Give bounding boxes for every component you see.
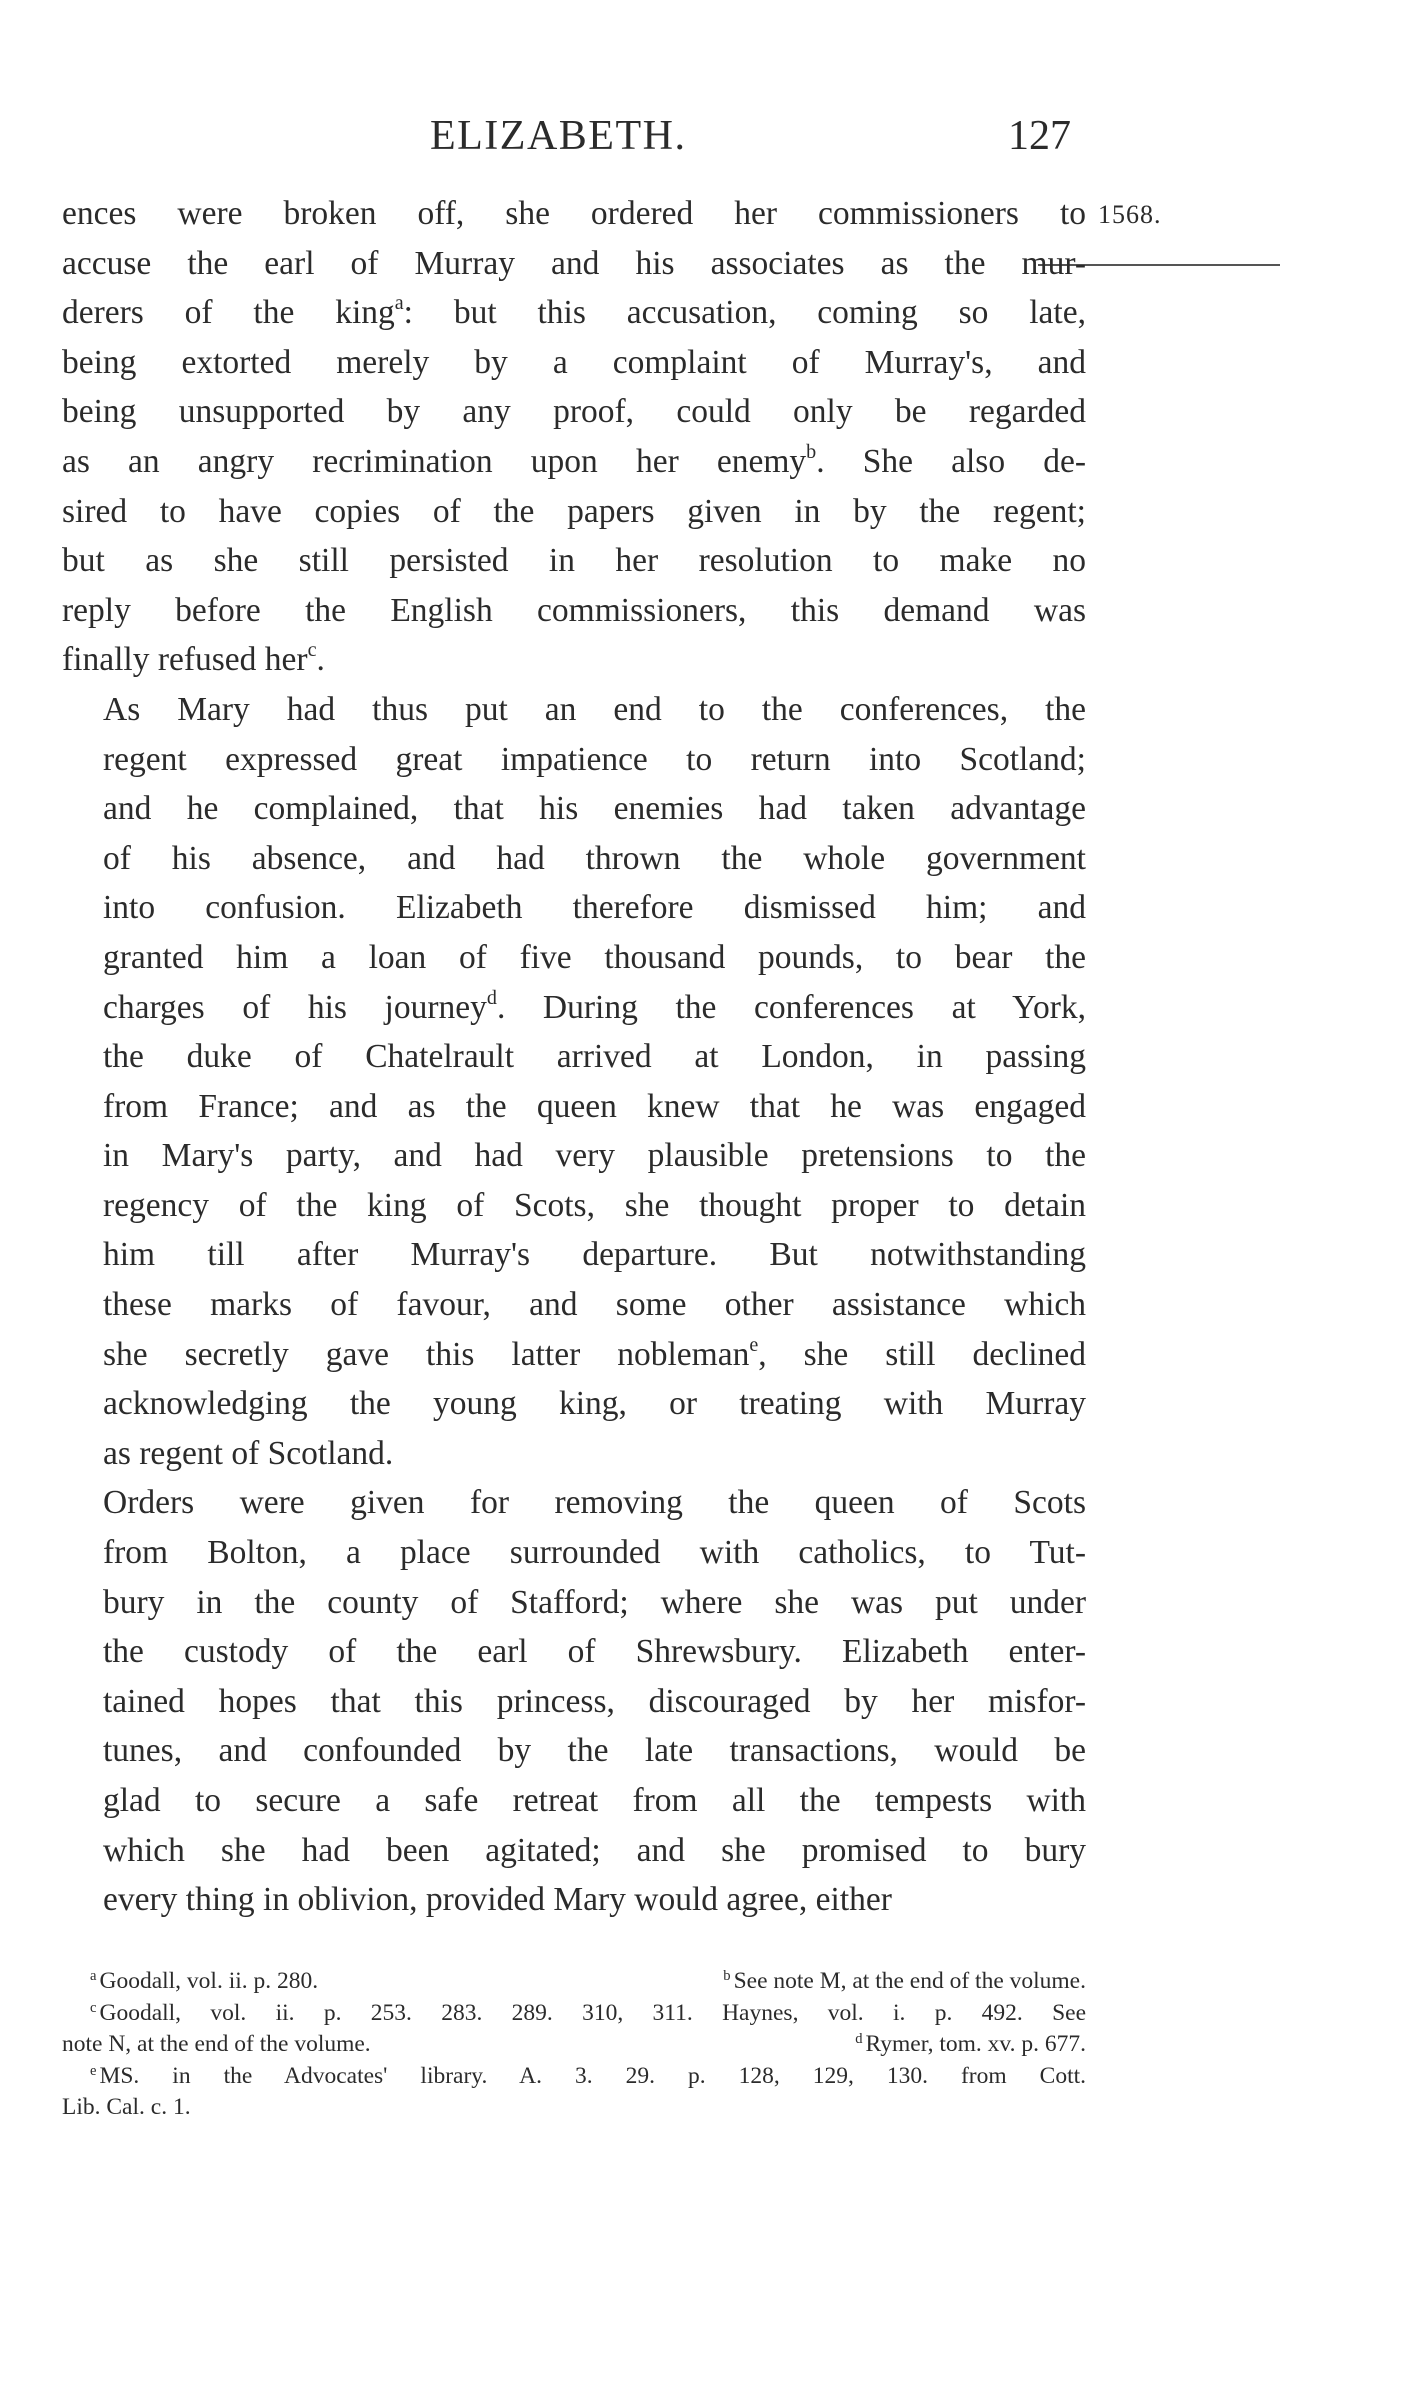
text-line: these marks of favour, and some other assistance which xyxy=(103,1286,1086,1324)
text-line: regency of the king of Scots, she thought proper to detain xyxy=(103,1186,1086,1224)
footnote-c-continued: note N, at the end of the volume. xyxy=(62,2031,371,2057)
page-header xyxy=(0,112,1421,172)
text-line: from Bolton, a place surrounded with catholics, to Tut- xyxy=(103,1534,1086,1572)
footnote-d xyxy=(855,2029,1086,2061)
body-text xyxy=(62,189,1086,1925)
text-line: and he complained, that his enemies had taken advantage xyxy=(103,790,1086,828)
footnote-text: See note M, at the end of the volume. xyxy=(733,1968,1086,1994)
footnote-row xyxy=(62,1966,1086,1998)
text-line: the duke of Chatelrault arrived at London, in passing xyxy=(103,1038,1086,1076)
margin-year-note: 1568. xyxy=(1098,200,1162,229)
text-line: As Mary had thus put an end to the conferences, the xyxy=(103,690,1086,728)
text-line: every thing in oblivion, provided Mary would agree, either xyxy=(103,1881,892,1919)
footnote-mark: b xyxy=(723,1968,731,1984)
footnote-mark: e xyxy=(90,2062,97,2079)
text-line: derers of the king$^a$: but this accusation, coming so late, xyxy=(62,292,1086,332)
footnote-e xyxy=(62,2061,1086,2093)
footnote-c xyxy=(62,1998,1086,2030)
text-line: finally refused her$^c$. xyxy=(62,639,325,679)
text-line: bury in the county of Stafford; where she was put under xyxy=(103,1583,1086,1621)
footnote-ref: e xyxy=(749,1333,759,1356)
footnote-b xyxy=(723,1966,1086,1998)
text-line: the custody of the earl of Shrewsbury. Elizabeth enter- xyxy=(103,1633,1086,1671)
footnote-ref: a xyxy=(394,292,404,315)
text-line: ences were broken off, she ordered her commissioners to xyxy=(62,195,1086,232)
text-line: tunes, and confounded by the late transactions, would be xyxy=(103,1732,1086,1770)
text-line: accuse the earl of Murray and his associates as the mur- xyxy=(62,244,1086,282)
text-line: into confusion. Elizabeth therefore dismissed him; and xyxy=(103,889,1086,927)
footnote-ref: d xyxy=(486,986,497,1009)
paragraph xyxy=(62,1478,1086,1924)
text-line: charges of his journey$^d$. During the conferences at York, xyxy=(103,986,1086,1026)
text-line: but as she still persisted in her resolution to make no xyxy=(62,542,1086,580)
text-line: sired to have copies of the papers given in by the regent; xyxy=(62,492,1086,530)
text-line: acknowledging the young king, or treating with Murray xyxy=(103,1385,1086,1423)
footnote-text: Rymer, tom. xv. p. 677. xyxy=(865,2031,1086,2057)
footnote-ref: b xyxy=(806,440,817,463)
text-line: as an angry recrimination upon her enemy$^b$. She also de- xyxy=(62,440,1086,480)
text-line: glad to secure a safe retreat from all the tempests with xyxy=(103,1782,1086,1819)
paragraph xyxy=(62,189,1086,685)
footnote-row xyxy=(62,2029,1086,2061)
text-line: as regent of Scotland. xyxy=(103,1434,394,1472)
text-line: from France; and as the queen knew that he was engaged xyxy=(103,1087,1086,1125)
text-line: she secretly gave this latter nobleman$^e$, she still declined xyxy=(103,1333,1086,1373)
footnote-text: MS. in the Advocates' library. A. 3. 29. p. 128, 129, 130. from Cott. xyxy=(99,2062,1086,2089)
text-line: regent expressed great impatience to return into Scotland; xyxy=(103,740,1086,778)
text-line: which she had been agitated; and she promised to bury xyxy=(103,1831,1086,1869)
text-line: Orders were given for removing the queen of Scots xyxy=(103,1484,1086,1522)
footnote-mark: c xyxy=(90,1999,97,2016)
text-line: granted him a loan of five thousand pounds, to bear the xyxy=(103,938,1086,976)
footnote-text: Goodall, vol. ii. p. 253. 283. 289. 310, 311. Haynes, vol. i. p. 492. See xyxy=(99,1999,1086,2026)
text-line: him till after Murray's departure. But notwithstanding xyxy=(103,1236,1086,1274)
text-line: being unsupported by any proof, could only be regarded xyxy=(62,393,1086,431)
footnote-mark: a xyxy=(90,1968,97,1984)
running-title: ELIZABETH. xyxy=(430,113,687,159)
footnote-e-continued: Lib. Cal. c. 1. xyxy=(62,2094,191,2120)
page-number: 127 xyxy=(1008,113,1071,159)
footnotes xyxy=(62,1966,1086,2124)
paragraph xyxy=(62,685,1086,1479)
text-line: tained hopes that this princess, discouraged by her misfor- xyxy=(103,1682,1086,1720)
text-line: in Mary's party, and had very plausible pretensions to the xyxy=(103,1137,1086,1175)
footnote-a xyxy=(90,1966,318,1998)
text-line: reply before the English commissioners, this demand was xyxy=(62,591,1086,629)
footnote-ref: c xyxy=(307,639,317,662)
text-line: being extorted merely by a complaint of Murray's, and xyxy=(62,343,1086,381)
text-line: of his absence, and had thrown the whole government xyxy=(103,839,1086,877)
footnote-text: Goodall, vol. ii. p. 280. xyxy=(99,1968,319,1994)
footnote-mark: d xyxy=(855,2031,863,2047)
